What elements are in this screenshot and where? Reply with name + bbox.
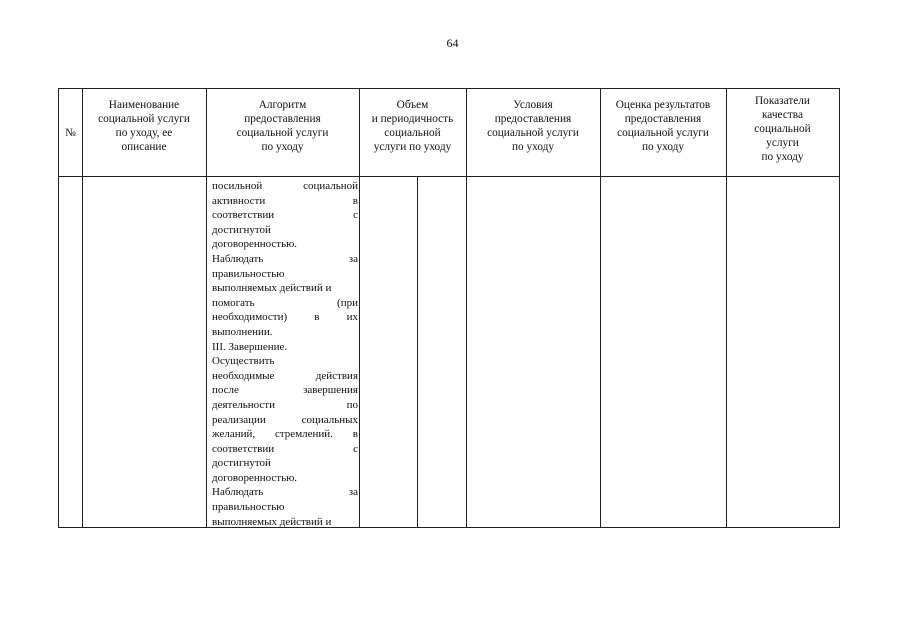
subcolumn-divider [417,176,418,527]
header-volume-periodicity: Объем и периодичность социальной услуги по уходу [371,99,454,153]
algorithm-line: договоренностью. [212,471,298,484]
algorithm-line: помогать (при [212,296,358,309]
algorithm-line: деятельности по [212,398,358,411]
services-table [58,88,840,528]
algorithm-line: необходимости) в их [212,311,358,324]
algorithm-line: после завершения [212,384,358,397]
header-conditions: Условия предоставления социальной услуги по уходу [487,99,579,153]
algorithm-line: договоренностью. [212,238,298,251]
header-divider [59,176,839,177]
algorithm-line: выполнении. [212,325,273,338]
algorithm-line: достигнутой [212,457,271,470]
algorithm-line: III. Завершение. [212,340,288,353]
header-number: № [65,126,76,139]
algorithm-line: правильностью [212,501,285,514]
algorithm-line: реализации социальных [212,413,358,426]
algorithm-line: Наблюдать за [212,252,358,265]
algorithm-text [212,179,358,529]
header-quality-indicators: Показатели качества социальной услуги по уходу [754,95,811,163]
algorithm-line: посильной социальной [212,180,358,192]
algorithm-line: выполняемых действий и [212,282,332,295]
page-number: 64 [446,36,459,50]
header-results-evaluation: Оценка результатов предоставления социальной услуги по уходу [615,99,711,153]
algorithm-line: желаний, стремлений. в [212,428,358,441]
header-algorithm: Алгоритм предоставления социальной услуги по уходу [236,99,329,153]
algorithm-line: правильностью [212,267,285,280]
algorithm-line: Наблюдать за [212,486,358,499]
algorithm-line: Осуществить [212,355,275,368]
algorithm-line: необходимые действия [212,369,358,382]
algorithm-line: выполняемых действий и [212,515,332,528]
algorithm-line: достигнутой [212,223,271,236]
algorithm-line: активности в [212,194,358,207]
algorithm-line: соответствии с [212,442,358,455]
algorithm-line: соответствии с [212,209,358,222]
header-service-name: Наименование социальной услуги по уходу, ее описание [98,99,190,153]
